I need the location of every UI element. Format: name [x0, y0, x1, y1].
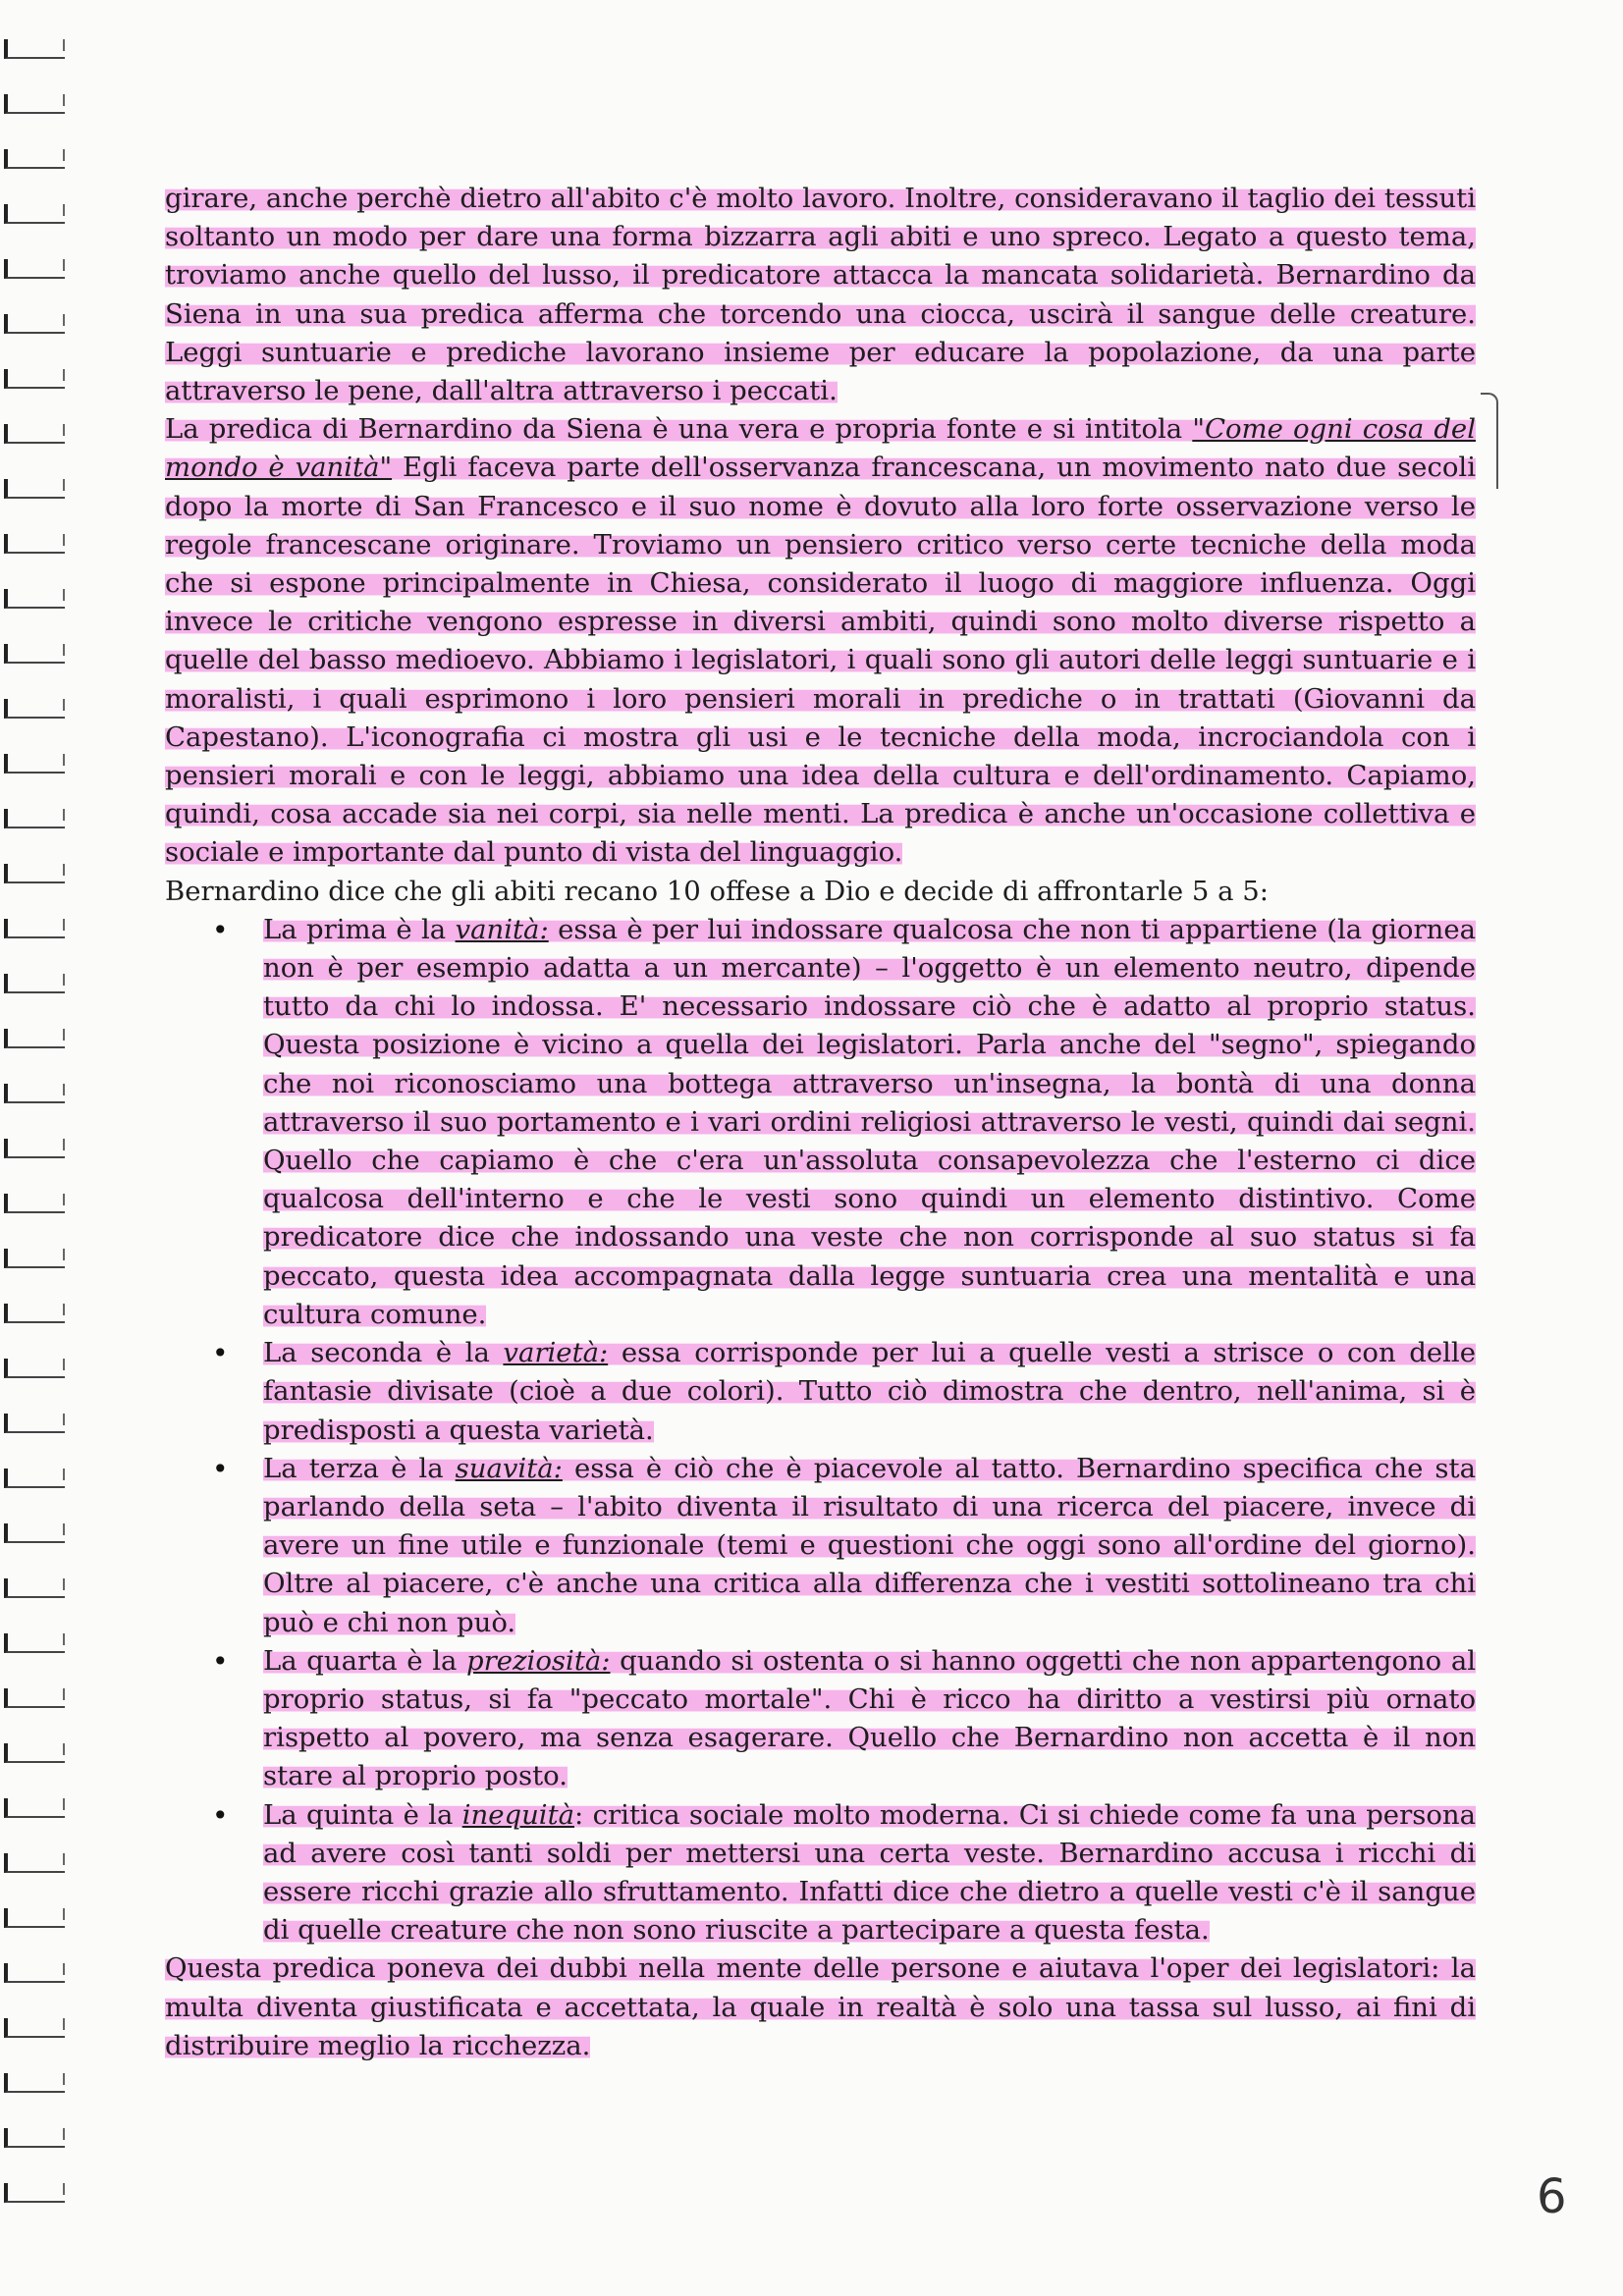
binding-hole: [4, 1523, 65, 1543]
binding-hole: [4, 2073, 65, 2093]
list-item: • La quarta è la preziosità: quando si ostenta o si hanno oggetti che non appartengono al proprio status, si fa "peccato mortale". Chi è ricco ha diritto a vestirsi più ornato rispetto al povero, ma senza esagerare. Quello che Bernardino non accetta è il non stare al proprio posto.: [263, 1642, 1476, 1796]
binding-hole: [4, 644, 65, 664]
binding-hole: [4, 1084, 65, 1103]
term-preziosita: preziosità:: [466, 1644, 611, 1677]
binding-hole: [4, 314, 65, 334]
paragraph-1: girare, anche perchè dietro all'abito c'è molto lavoro. Inoltre, consideravano il taglio dei tessuti soltanto un modo per dare una forma bizzarra agli abiti e uno spreco. Legato a questo tema, troviamo anche quello del lusso, il predicatore attacca la mancata solidarietà. Bernardino da Siena in una sua predica afferma che torcendo una ciocca, uscirà il sangue delle creature. Leggi suntuarie e prediche lavorano insieme per educare la popolazione, da una parte attraverso le pene, dall'altra attraverso i peccati.: [165, 183, 1476, 407]
binding-hole: [4, 1139, 65, 1158]
term-inequita: inequità: [461, 1798, 575, 1831]
binding-hole: [4, 479, 65, 499]
page-number: 6: [1537, 2169, 1567, 2224]
binding-hole: [4, 534, 65, 554]
binding-hole: [4, 2128, 65, 2148]
margin-bracket: [1481, 393, 1498, 489]
paragraph-3: Bernardino dice che gli abiti recano 10 offese a Dio e decide di affrontarle 5 a 5:: [165, 875, 1270, 907]
binding-hole: [4, 864, 65, 883]
binding-hole: [4, 589, 65, 609]
term-varieta: varietà:: [503, 1337, 609, 1369]
binding-hole: [4, 1578, 65, 1598]
binding-hole: [4, 1468, 65, 1488]
binding-hole: [4, 1359, 65, 1378]
binding-hole: [4, 94, 65, 114]
binding-hole: [4, 1853, 65, 1873]
binding-hole: [4, 1963, 65, 1983]
list-item: • La quinta è la inequità: critica sociale molto moderna. Ci si chiede come fa una persona ad avere così tanti soldi per mettersi una certa veste. Bernardino accusa i ricchi di essere ricchi grazie allo sfruttamento. Infatti dice che dietro a quelle vesti c'è il sangue di quelle creature che non sono riuscite a partecipare a questa festa.: [263, 1796, 1476, 1950]
binding-hole: [4, 1414, 65, 1433]
binding-hole: [4, 974, 65, 993]
binding-hole: [4, 809, 65, 828]
binding-hole: [4, 1194, 65, 1213]
binding-hole: [4, 259, 65, 279]
binding-hole: [4, 1304, 65, 1323]
page-body: [165, 180, 1476, 2065]
paragraph-2: La predica di Bernardino da Siena è una vera e propria fonte e si intitola "Come ogni cosa del mondo è vanità" Egli faceva parte dell'osservanza francescana, un movimento nato due secoli dopo la morte di San Francesco e il suo nome è dovuto alla loro forte osservazione verso le regole francescane originare. Troviamo un pensiero critico verso certe tecniche della moda che si espone principalmente in Chiesa, considerato il luogo di maggiore influenza. Oggi invece le critiche vengono espresse in diversi ambiti, quindi sono molto diverse rispetto a quelle del basso medioevo. Abbiamo i legislatori, i quali sono gli autori delle leggi suntuarie e i moralisti, i quali esprimono i loro pensieri morali in prediche o in trattati (Giovanni da Capestano). L'iconografia ci mostra gli usi e le tecniche della moda, incrociandola con i pensieri morali e con le leggi, abbiamo una idea della cultura e dell'ordinamento. Capiamo, quindi, cosa accade sia nei corpi, sia nelle menti. La predica è anche un'occasione collettiva e sociale e importante dal punto di vista del linguaggio.: [165, 413, 1477, 869]
binding-hole: [4, 1908, 65, 1928]
term-suavita: suavità:: [455, 1452, 563, 1484]
sermon-title: "Come ogni cosa del mondo è vanità": [165, 413, 1476, 484]
spiral-binding: [0, 39, 69, 2258]
binding-hole: [4, 1029, 65, 1048]
binding-hole: [4, 149, 65, 169]
binding-hole: [4, 39, 65, 59]
binding-hole: [4, 1249, 65, 1268]
binding-hole: [4, 2183, 65, 2203]
binding-hole: [4, 699, 65, 719]
binding-hole: [4, 424, 65, 444]
binding-hole: [4, 369, 65, 389]
closing-paragraph: Questa predica poneva dei dubbi nella mente delle persone e aiutava l'oper dei legislatori: la multa diventa giustificata e accettata, la quale in realtà è solo una tassa sul lusso, ai fini di distribuire meglio la ricchezza.: [165, 1952, 1476, 2061]
term-vanita: vanità:: [455, 913, 549, 945]
offenses-list: [165, 911, 1476, 1949]
binding-hole: [4, 2018, 65, 2038]
binding-hole: [4, 1798, 65, 1818]
binding-hole: [4, 1743, 65, 1763]
list-item: • La terza è la suavità: essa è ciò che è piacevole al tatto. Bernardino specifica che sta parlando della seta – l'abito diventa il risultato di una ricerca del piacere, invece di avere un fine utile e funzionale (temi e questioni che oggi sono all'ordine del giorno). Oltre al piacere, c'è anche una critica alla differenza che i vestiti sottolineano tra chi può e chi non può.: [263, 1450, 1476, 1642]
binding-hole: [4, 919, 65, 938]
list-item: • La prima è la vanità: essa è per lui indossare qualcosa che non ti appartiene (la giornea non è per esempio adatta a un mercante) – l'oggetto è un elemento neutro, dipende tutto da chi lo indossa. E' necessario indossare ciò che è adatto al proprio status. Questa posizione è vicino a quella dei legislatori. Parla anche del "segno", spiegando che noi riconosciamo una bottega attraverso un'insegna, la bontà di una donna attraverso il suo portamento e i vari ordini religiosi attraverso le vesti, quindi dai segni. Quello che capiamo è che c'era un'assoluta consapevolezza che l'esterno ci dice qualcosa dell'interno e che le vesti sono quindi un elemento distintivo. Come predicatore dice che indossando una veste che non corrisponde al suo status si fa peccato, questa idea accompagnata dalla legge suntuaria crea una mentalità e una cultura comune.: [263, 911, 1476, 1334]
list-item: • La seconda è la varietà: essa corrisponde per lui a quelle vesti a strisce o con delle fantasie divisate (cioè a due colori). Tutto ciò dimostra che dentro, nell'anima, si è predisposti a questa varietà.: [263, 1334, 1476, 1450]
binding-hole: [4, 1688, 65, 1708]
binding-hole: [4, 204, 65, 224]
binding-hole: [4, 754, 65, 774]
binding-hole: [4, 1633, 65, 1653]
